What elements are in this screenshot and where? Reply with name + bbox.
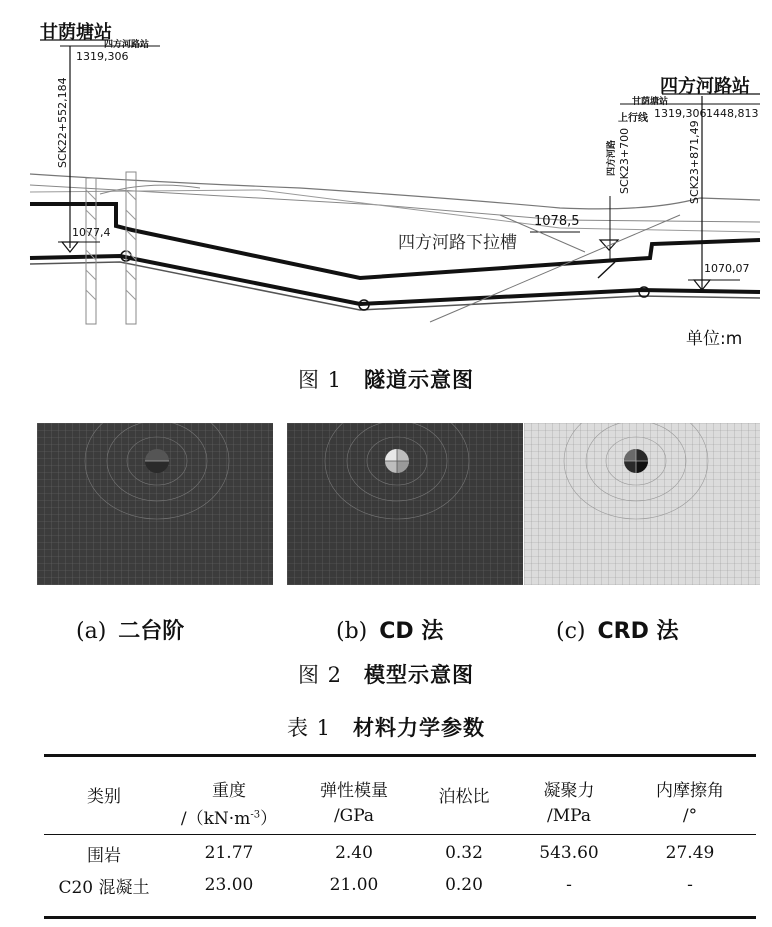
panel-c-name: CRD 法: [597, 619, 679, 644]
station-right-name: 四方河路站: [660, 76, 750, 97]
mesh-panel-c: [524, 423, 760, 585]
chainage-mid: SCK23+700: [618, 127, 631, 194]
panel-c-label: [556, 614, 679, 645]
table-cell: 543.60: [539, 843, 599, 863]
table-cell: 21.00: [329, 875, 379, 895]
figure1-caption-text: 隧道示意图: [364, 368, 475, 392]
material-parameters-table: [44, 757, 756, 901]
mesh-panel-b: [287, 423, 523, 585]
elevation-left: 1077,4: [72, 226, 111, 239]
header-cohesion: 凝聚力: [543, 781, 595, 801]
table-header-row: [44, 757, 756, 801]
chainage-mid-sub: 四方河路: [607, 139, 617, 176]
header-category: 类别: [87, 786, 121, 807]
table-row: [44, 869, 756, 901]
station-right-sub: 甘荫塘站: [632, 97, 669, 107]
panel-a-label: [76, 614, 184, 645]
elevation-right: 1070,07: [704, 262, 750, 275]
table-cell: 21.77: [204, 843, 254, 863]
unit-weight-unit: [164, 801, 294, 831]
figure2-caption-text: 模型示意图: [364, 663, 475, 687]
station-left-sub: 四方河路站: [104, 40, 150, 50]
right-coord-1: 1319,306: [654, 107, 707, 120]
table-cell: -: [687, 875, 693, 895]
header-friction-angle: 内摩擦角: [656, 781, 724, 801]
table-cell: 0.32: [445, 843, 483, 863]
table-bottom-rule: [44, 916, 756, 919]
road-label: 四方河路下拉槽: [398, 233, 517, 253]
station-left-name: 甘荫塘站: [40, 22, 112, 43]
figure2-caption-num: 图 2: [297, 663, 343, 687]
chainage-left: SCK22+552,184: [56, 77, 69, 168]
station-left-coord: 1319,306: [76, 50, 129, 63]
panel-a-name: 二台阶: [118, 619, 185, 644]
cohesion-unit: /MPa: [547, 806, 591, 826]
unit-weight-unit-text: /（kN·m: [180, 808, 251, 829]
line-label: 上行线: [618, 113, 648, 124]
figure1-caption: [0, 364, 772, 394]
table1-caption: [0, 712, 772, 742]
table-cell: 2.40: [335, 843, 373, 863]
tunnel-profile-figure: [0, 0, 772, 349]
table-cell: 围岩: [87, 845, 121, 866]
mesh-panel-a: [37, 423, 273, 585]
header-poisson-ratio: 泊松比: [438, 786, 490, 807]
table-cell: C20 混凝土: [58, 877, 150, 898]
panel-b-label: [336, 614, 443, 645]
panel-b-name: CD 法: [379, 619, 444, 644]
figure2-caption: [0, 659, 772, 689]
mesh-a-drawing: [37, 423, 273, 585]
panel-c-tag: (c): [556, 619, 586, 644]
elastic-modulus-unit: /GPa: [333, 806, 375, 826]
header-unit-weight: 重度: [212, 781, 246, 801]
table-cell: 0.20: [445, 875, 483, 895]
chainage-right: SCK23+871,49: [688, 120, 701, 204]
table1-caption-text: 材料力学参数: [353, 716, 486, 740]
friction-angle-unit: /°: [682, 806, 698, 826]
figure1-caption-num: 图 1: [297, 368, 343, 392]
elevation-mid: 1078,5: [534, 214, 580, 229]
unit-weight-unit-close: ）: [260, 808, 278, 829]
mesh-c-drawing: [524, 423, 760, 585]
panel-b-tag: (b): [336, 619, 368, 644]
table-cell: -: [566, 875, 572, 895]
right-coord-2: 1448,813: [706, 107, 759, 120]
table-cell: 23.00: [204, 875, 254, 895]
mesh-b-drawing: [287, 423, 523, 585]
header-elastic-modulus: 弹性模量: [320, 781, 388, 801]
unit-label: 单位:m: [686, 329, 743, 349]
table1-caption-num: 表 1: [286, 716, 332, 740]
panel-a-tag: (a): [76, 619, 107, 644]
unit-weight-unit-exp: -3: [250, 808, 261, 820]
table-row: [44, 831, 756, 869]
table-cell: 27.49: [665, 843, 715, 863]
